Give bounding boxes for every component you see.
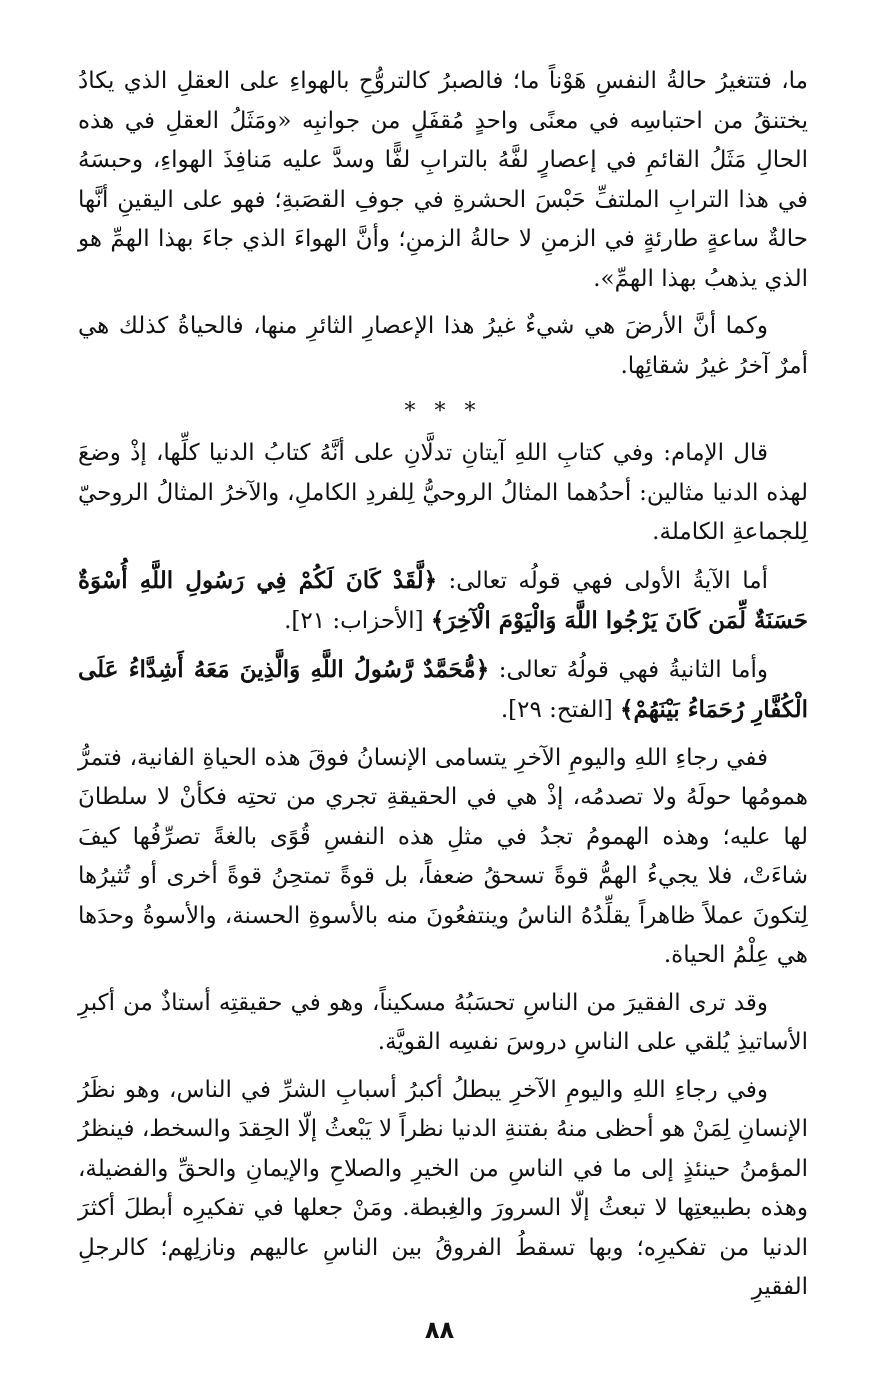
- paragraph-hope-in-god: ففي رجاءِ اللهِ واليومِ الآخرِ يتسامى الإنسانُ فوقَ هذه الحياةِ الفانية، فتمرُّ همومُها حولَهُ ولا تصدمُه، إذْ هي في الحقيقةِ تجري من تحتِه فكأنْ لا سلطانَ لها عليه؛ وهذه الهمومُ تجدُ في مثلِ هذه النفسِ قُوًى بالغةً تصرِّفُها كيفَ شاءَتْ، فلا يجيءُ الهمُّ قوةً تسحقُ ضعفاً، بل قوةً تمتحِنُ قوةً أخرى أو تُثيرُها لِتكونَ عملاً ظاهراً يقلِّدُهُ الناسُ وينتفعُونَ منه بالأسوةِ الحسنة، والأسوةُ وحدَها هي عِلْمُ الحياة.: [78, 744, 808, 968]
- second-verse-reference: [الفتح: ٢٩].: [500, 697, 621, 723]
- first-verse-reference: [الأحزاب: ٢١].: [284, 608, 431, 634]
- first-verse-intro: أما الآيةُ الأولى فهي قولُه تعالى:: [437, 567, 768, 594]
- paragraph-second-verse: [78, 650, 808, 731]
- second-verse-intro: وأما الثانيةُ فهي قولُهُ تعالى:: [489, 656, 768, 683]
- section-separator: * * *: [404, 399, 482, 424]
- page-number: ٨٨: [424, 1316, 455, 1344]
- second-verse-quote: ﴿مُّحَمَّدٌ رَّسُولُ اللَّهِ وَالَّذِينَ مَعَهُ أَشِدَّاءُ عَلَى الْكُفَّارِ رُحَمَاءُ بَيْنَهُمْ﴾: [78, 655, 808, 723]
- paragraph-poor-man: وقد ترى الفقيرَ من الناسِ تحسَبُهُ مسكيناً، وهو في حقيقتِه أستاذٌ من أكبرِ الأساتيذِ يُلقي على الناسِ دروسَ نفسِه القويَّة.: [78, 989, 808, 1055]
- paragraph-two-verses: قال الإمام: وفي كتابِ اللهِ آيتانِ تدلَّانِ على أنَّهُ كتابُ الدنيا كلِّها، إذْ وضعَ لهذه الدنيا مثالين: أحدُهما المثالُ الروحيُّ لِلفردِ الكاملِ، والآخرُ المثالُ الروحيّ لِلجماعةِ الكاملة.: [78, 440, 808, 545]
- paragraph-earth-and-life: وكما أنَّ الأرضَ هي شيءٌ غيرُ هذا الإعصارِ الثائرِ منها، فالحياةُ كذلك هي أمرٌ آخرُ غيرُ شقائِها.: [78, 313, 808, 379]
- book-page-body: [78, 62, 808, 1316]
- paragraph-root-of-evil: وفي رجاءِ اللهِ واليومِ الآخرِ يبطلُ أكبرُ أسبابِ الشرِّ في الناس، وهو نظَرُ الإنسانِ لِمَنْ هو أحظى منهُ بفتنةِ الدنيا نظراً لا يَبْعثُ إلّا الحِقدَ والسخط، فينظرُ المؤمنُ حينئذٍ إلى ما في الناسِ من الخيرِ والصلاحِ والإيمانِ والحقِّ والفضيلة، وهذه بطبيعتِها لا تبعثُ إلّا السرورَ والغِبطة. ومَنْ جعلها في تفكيرِه أبطلَ أكثرَ الدنيا من تفكيرِه؛ وبها تسقطُ الفروقُ بين الناسِ عاليهم ونازلِهم؛ كالرجلِ الفقيرِ: [78, 1076, 808, 1300]
- paragraph-first-verse: [78, 561, 808, 642]
- paragraph-patience-analogy: ما، فتتغيرُ حالةُ النفسِ هَوْناً ما؛ فالصبرُ كالتروُّحِ بالهواءِ على العقلِ الذي يكادُ يختنقُ من احتباسِه في معنًى واحدٍ مُقفَلٍ من جوانبِه «ومَثَلُ العقلِ في هذه الحالِ مَثَلُ القائمِ في إعصارٍ لفَّهُ بالترابِ لفًّا وسدَّ عليه مَنافِذَ الهواءِ، وحبسَهُ في هذا الترابِ الملتفِّ حَبْسَ الحشرةِ في جوفِ القصَبةِ؛ فهو على اليقينِ أنَّها حالةٌ ساعةٍ طارئةٍ في الزمنِ لا حالةُ الزمنِ؛ وأنَّ الهواءَ الذي جاءَ بهذا الهمِّ هو الذي يذهبُ بهذا الهمِّ».: [78, 68, 808, 292]
- first-verse-quote: ﴿لَّقَدْ كَانَ لَكُمْ فِي رَسُولِ اللَّهِ أُسْوَةٌ حَسَنَةٌ لِّمَن كَانَ يَرْجُوا اللَّهَ وَالْيَوْمَ الْآخِرَ﴾: [78, 566, 808, 634]
